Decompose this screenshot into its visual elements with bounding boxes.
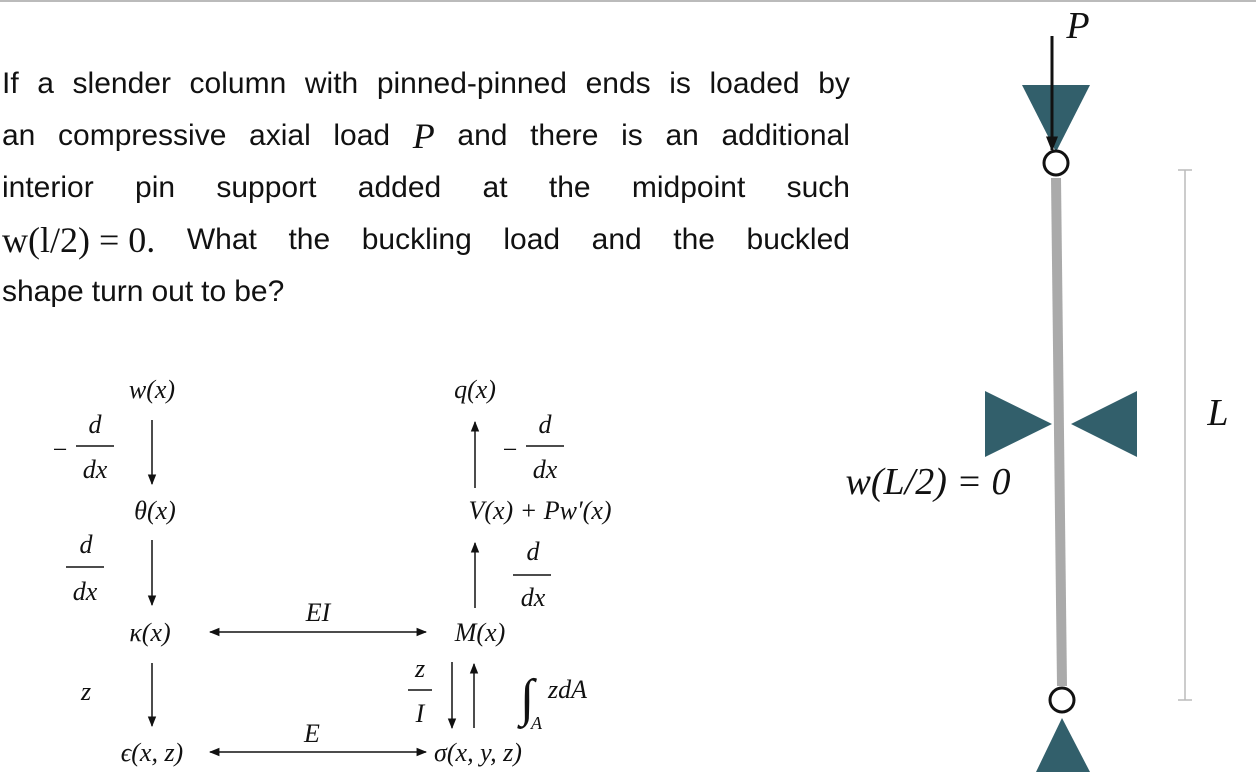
op-integral: ∫ [520,670,535,727]
node-kappa: κ(x) [129,618,171,647]
problem-line-5: shape turn out to be? [2,275,285,308]
op-d-4: d [526,537,540,566]
column-sketch [846,5,1229,772]
mid-support-left [985,391,1052,457]
top-pin [1044,151,1068,175]
op-d-2: d [79,530,93,559]
load-label: P [1066,5,1090,47]
mid-support-right [1071,391,1137,457]
problem-line-3: interior pin support added at the midpoint such [2,171,850,204]
op-dx-3: dx [532,455,558,484]
op-dx-4: dx [520,583,546,612]
op-d-1: d [88,410,102,439]
node-epsilon: ϵ(x, z) [120,738,184,767]
problem-line-4: w(l/2) = 0. What the buckling load and the buckled [2,214,850,266]
op-z: z [80,677,92,706]
node-w: w(x) [128,375,176,404]
load-symbol: P [412,116,435,156]
op-d-3: d [538,410,552,439]
op-dx-2: dx [72,577,98,606]
op-dx-1: dx [82,455,108,484]
node-q: q(x) [454,375,496,404]
node-moment: M(x) [454,618,506,647]
label-E: E [304,719,320,748]
node-sigma: σ(x, y, z) [434,738,522,767]
op-integral-domain: A [531,713,542,733]
problem-line-1: If a slender column with pinned-pinned ends is loaded by [2,67,850,100]
op-zdA: zdA [548,675,587,704]
top-support [1022,85,1090,152]
node-theta: θ(x) [134,496,176,525]
length-label: L [1207,392,1229,434]
midpoint-condition: w(l/2) = 0. [2,220,156,260]
midpoint-condition-label: w(L/2) = 0 [845,461,1011,503]
relation-diagram [53,375,612,767]
op-z-over: z [414,654,426,683]
op-minus-2: − [502,435,518,464]
problem-line-2: an compressive axial load P and there is an additional [2,110,850,162]
op-minus-1: − [52,435,68,464]
label-EI: EI [305,598,331,627]
op-I: I [415,699,425,728]
column-beam [1056,178,1062,686]
bottom-support [1036,718,1090,772]
bottom-pin [1050,688,1074,712]
node-shear: V(x) + Pw′(x) [468,496,612,525]
